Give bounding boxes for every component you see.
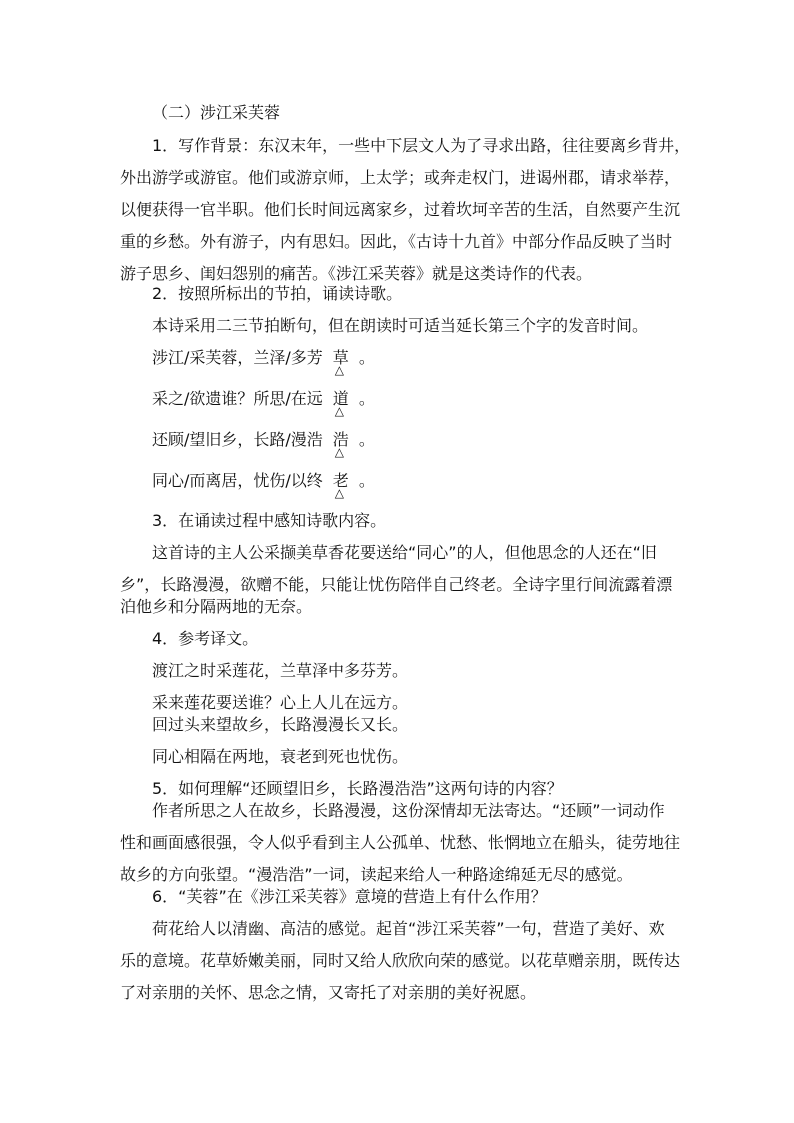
poem-line-1 (152, 348, 375, 377)
poem-line-4-accent-char: 老 (332, 471, 349, 490)
poem-line-1-accent-mark: △ (334, 363, 345, 377)
p2-body: 本诗采用二三节拍断句，但在朗读时可适当延长第三个字的发音时间。 (152, 316, 649, 335)
p1-line2: 外出游学或游宦。他们或游京师，上太学；或奔走权门，进谒州郡，请求举荐， (120, 168, 681, 187)
p6-heading: 6．“芙蓉”在《涉江采芙蓉》意境的营造上有什么作用？ (152, 887, 547, 906)
poem-line-4-end: 。 (358, 471, 375, 490)
p1-line1: 1．写作背景：东汉末年，一些中下层文人为了寻求出路，往往要离乡背井， (152, 136, 691, 155)
p3-heading: 3．在诵读过程中感知诗歌内容。 (152, 511, 387, 530)
poem-line-3-text: 还顾/望旧乡，长路/漫浩 (152, 430, 323, 449)
poem-line-3-accent (332, 430, 349, 459)
poem-line-2-text: 采之/欲遗谁？所思/在远 (152, 389, 323, 408)
p5-line3: 故乡的方向张望。“漫浩浩”一词，读起来给人一种路途绵延无尽的感觉。 (120, 865, 633, 884)
poem-line-2-accent (332, 389, 349, 418)
p3-line2: 乡”，长路漫漫，欲赠不能，只能让忧伤陪伴自己终老。全诗字里行间流露着漂 (120, 575, 673, 594)
poem-line-4-text: 同心/而离居，忧伤/以终 (152, 471, 323, 490)
poem-line-2-accent-char: 道 (332, 389, 349, 408)
translation-line-4: 同心相隔在两地，衰老到死也忧伤。 (152, 747, 409, 766)
translation-line-3: 回过头来望故乡，长路漫漫长又长。 (152, 715, 409, 734)
p1-line5: 游子思乡、闺妇怨别的痛苦。《涉江采芙蓉》就是这类诗作的代表。 (120, 264, 593, 283)
p5-line2: 性和画面感很强，令人似乎看到主人公孤单、忧愁、怅惘地立在船头，徒劳地往 (120, 833, 681, 852)
poem-line-4-accent-mark: △ (334, 486, 345, 500)
poem-line-3-accent-mark: △ (334, 445, 345, 459)
translation-line-2: 采来莲花要送谁？心上人儿在远方。 (152, 693, 409, 712)
p6-line3: 了对亲朋的关怀、思念之情，又寄托了对亲朋的美好祝愿。 (120, 983, 537, 1002)
poem-line-3-accent-char: 浩 (332, 430, 349, 449)
poem-line-1-end: 。 (358, 348, 375, 367)
poem-line-3 (152, 430, 375, 459)
p3-line3: 泊他乡和分隔两地的无奈。 (120, 597, 313, 616)
poem-line-4 (152, 471, 375, 500)
p1-line3: 以便获得一官半职。他们长时间远离家乡，过着坎坷辛苦的生活，自然要产生沉 (120, 200, 681, 219)
p1-line4: 重的乡愁。外有游子，内有思妇。因此，《古诗十九首》中部分作品反映了当时 (120, 232, 673, 251)
section-title: （二）涉江采芙蓉 (152, 103, 281, 122)
poem-line-1-accent (332, 348, 349, 377)
poem-line-1-text: 涉江/采芙蓉，兰泽/多芳 (152, 348, 323, 367)
poem-line-3-end: 。 (358, 430, 375, 449)
p6-line1: 荷花给人以清幽、高洁的感觉。起首“涉江采芙蓉”一句，营造了美好、欢 (152, 919, 665, 938)
poem-line-1-accent-char: 草 (332, 348, 349, 367)
p5-line1: 作者所思之人在故乡，长路漫漫，这份深情却无法寄达。“还顾”一词动作 (152, 801, 665, 820)
poem-line-2-accent-mark: △ (334, 404, 345, 418)
p6-line2: 乐的意境。花草娇嫩美丽，同时又给人欣欣向荣的感觉。以花草赠亲朋，既传达 (120, 951, 681, 970)
poem-line-4-accent (332, 471, 349, 500)
translation-line-1: 渡江之时采莲花，兰草泽中多芬芳。 (152, 661, 409, 680)
p3-line1: 这首诗的主人公采撷美草香花要送给“同心”的人，但他思念的人还在“旧 (152, 543, 657, 562)
p2-heading: 2．按照所标出的节拍，诵读诗歌。 (152, 284, 403, 303)
p4-heading: 4．参考译文。 (152, 629, 259, 648)
poem-line-2 (152, 389, 375, 418)
p5-heading: 5．如何理解“还顾望旧乡，长路漫浩浩”这两句诗的内容？ (152, 779, 563, 798)
poem-line-2-end: 。 (358, 389, 375, 408)
